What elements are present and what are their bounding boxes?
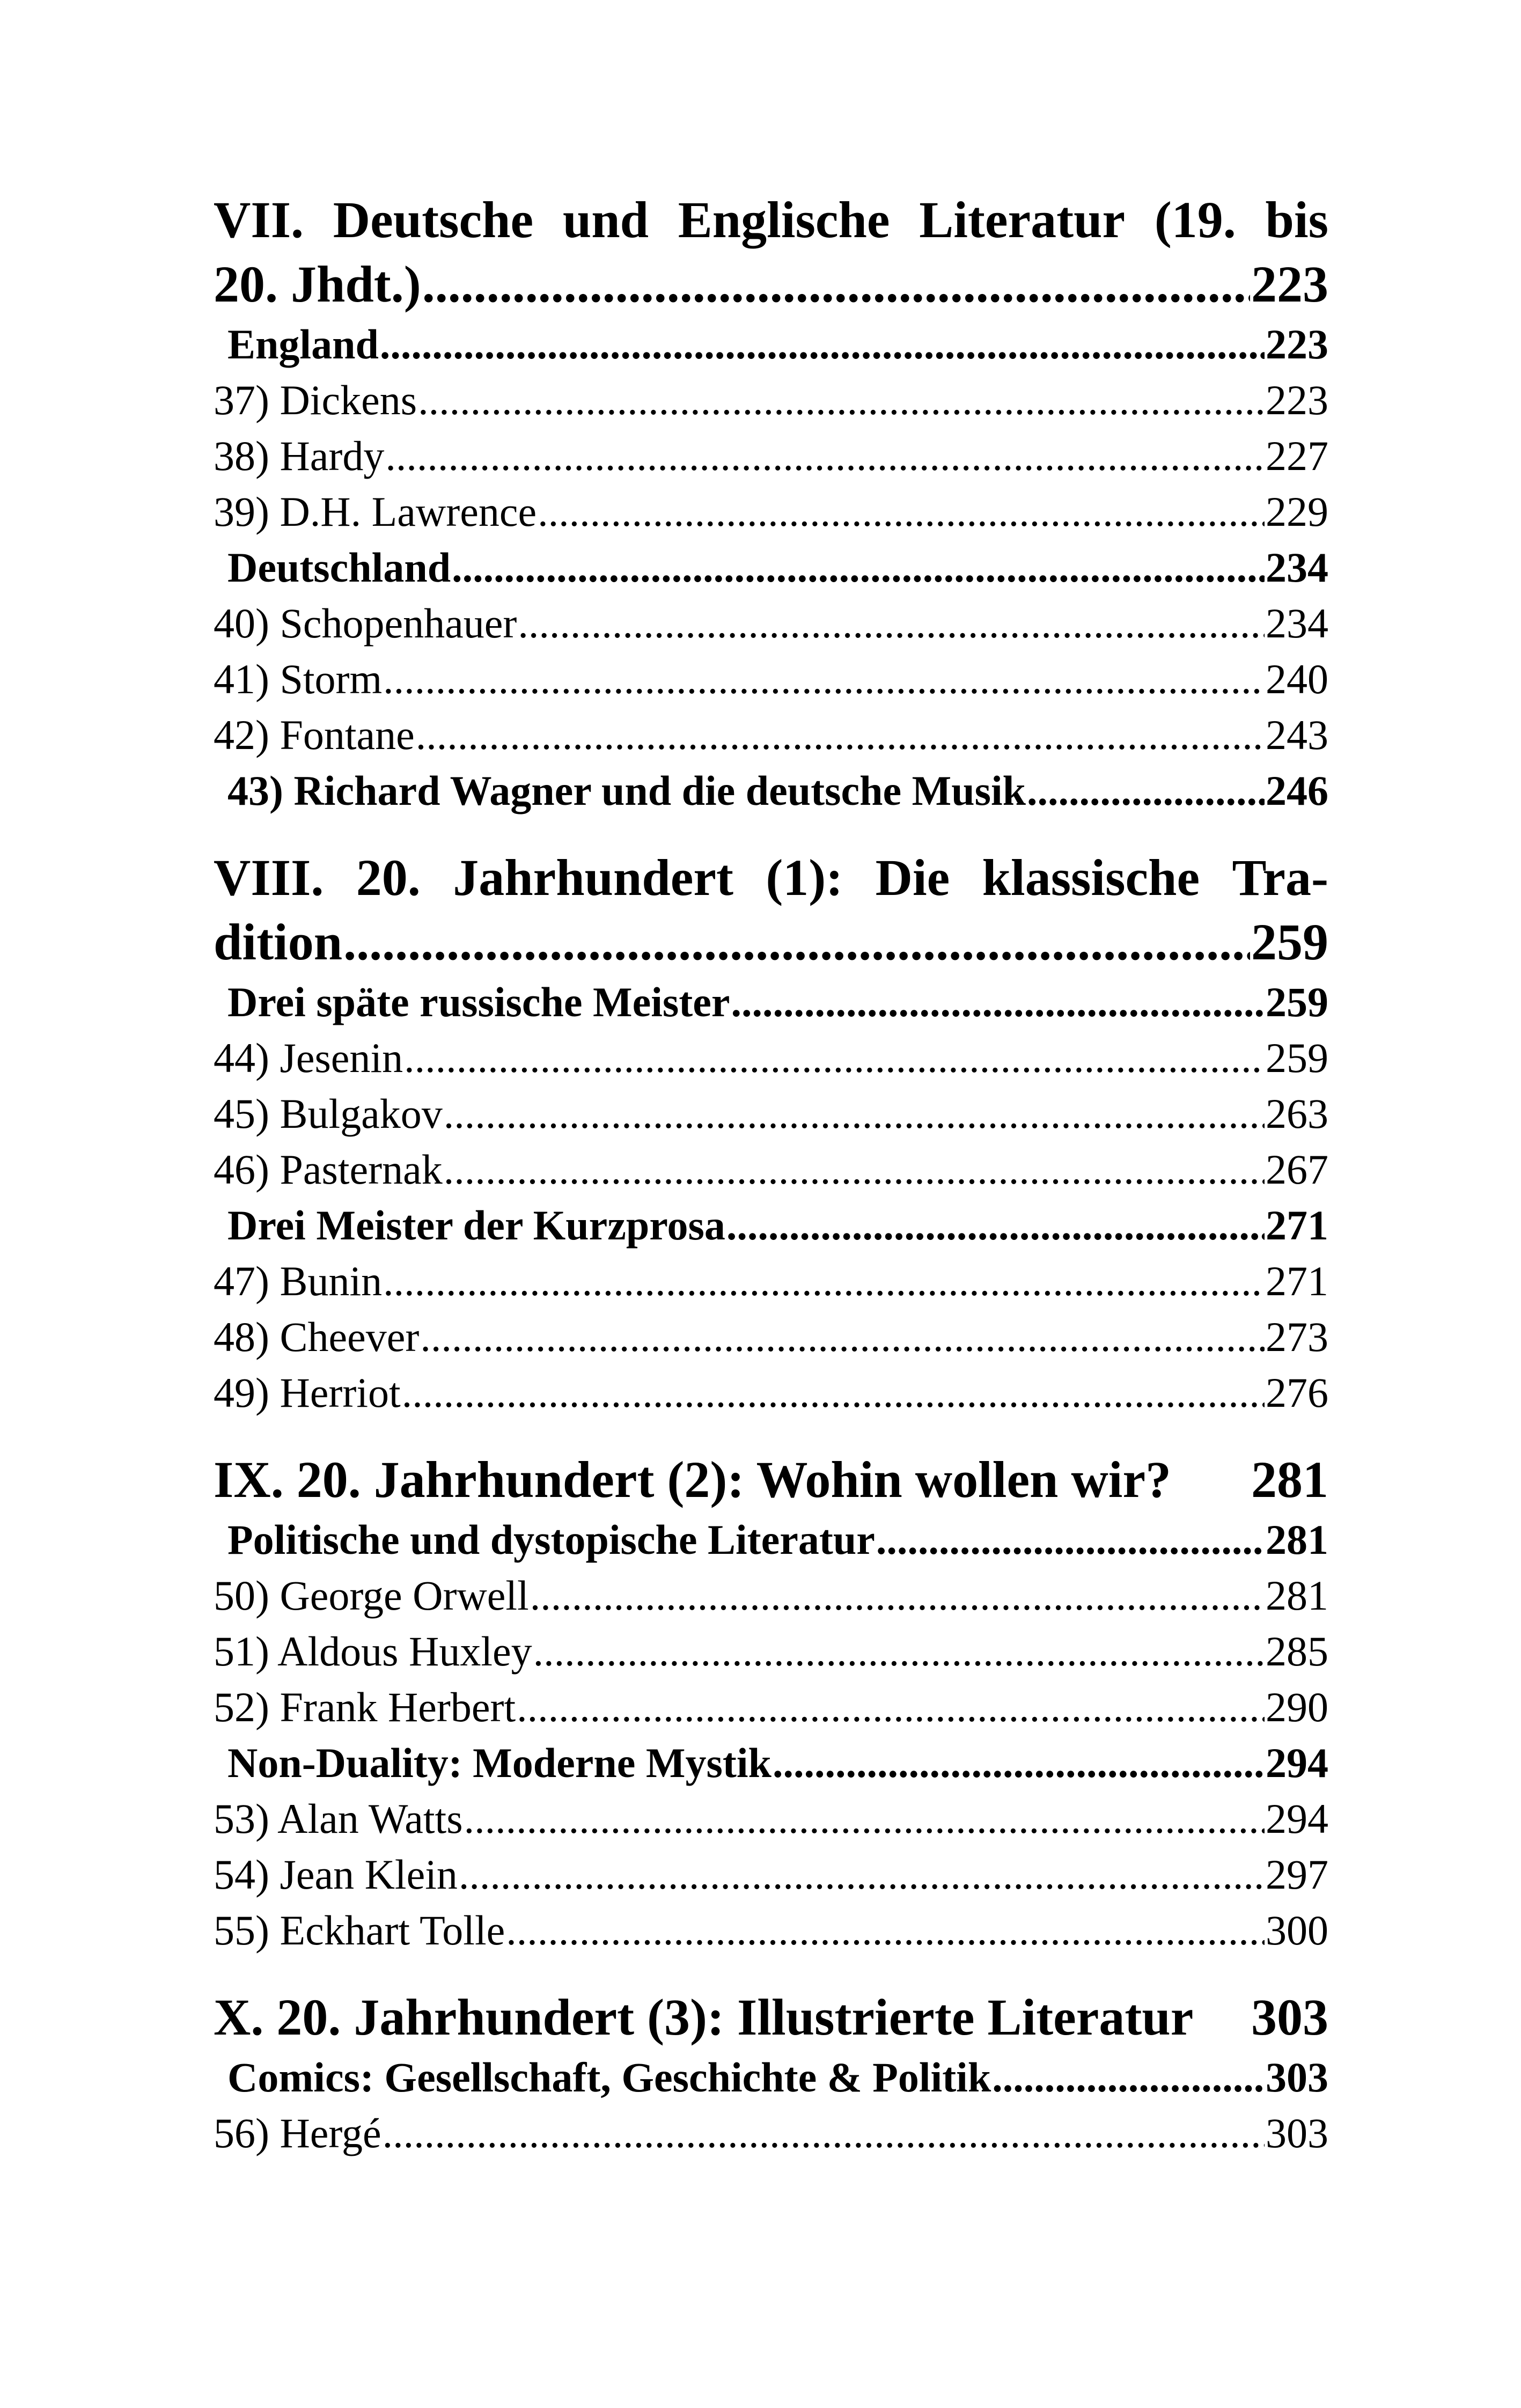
toc-entry <box>214 1903 1328 1958</box>
section-title: Comics: Gesellschaft, Geschichte & Politik <box>227 2054 991 2101</box>
section-title: Drei Meister der Kurzprosa <box>227 1202 725 1249</box>
dot-leader <box>383 2105 1265 2161</box>
page-number: 234 <box>1266 544 1328 591</box>
page-number: 300 <box>1266 1907 1328 1954</box>
page-number: 303 <box>1251 1988 1328 2046</box>
section-heading <box>214 540 1328 596</box>
chapter-title-line-2 <box>214 910 1328 974</box>
page-number: 229 <box>1266 488 1328 535</box>
dot-leader <box>416 707 1265 763</box>
entry-title: 42) Fontane <box>214 711 415 758</box>
section-heading <box>214 974 1328 1030</box>
page-number: 223 <box>1266 321 1328 368</box>
page-number: 276 <box>1266 1369 1328 1416</box>
dot-leader <box>380 317 1265 372</box>
entry-title: 40) Schopenhauer <box>214 600 517 647</box>
chapter-title-line-1 <box>214 188 1328 252</box>
page-number: 294 <box>1266 1739 1328 1786</box>
chapter-title-word: und <box>562 191 649 248</box>
chapter-title-line-1 <box>214 1448 1328 1512</box>
section-heading <box>214 2050 1328 2105</box>
chapter-title-word: Englische <box>678 191 890 248</box>
chapter-heading <box>214 846 1328 974</box>
toc-entry <box>214 1568 1328 1624</box>
chapter-title-word: Die <box>875 849 950 906</box>
toc-entry <box>214 372 1328 428</box>
page-number: 267 <box>1266 1146 1328 1193</box>
dot-leader <box>383 1253 1265 1309</box>
page-number: 290 <box>1266 1684 1328 1730</box>
entry-title: 50) George Orwell <box>214 1572 529 1619</box>
page-number: 271 <box>1266 1258 1328 1304</box>
toc-entry <box>214 1253 1328 1309</box>
entry-title: 56) Hergé <box>214 2110 381 2156</box>
page-number: 285 <box>1266 1628 1328 1675</box>
chapter-title-line-2 <box>214 252 1328 317</box>
dot-leader <box>992 2050 1265 2105</box>
section-heading <box>214 1512 1328 1568</box>
dot-leader <box>444 1086 1265 1142</box>
page-number: 281 <box>1266 1516 1328 1563</box>
entry-title: 37) Dickens <box>214 377 417 423</box>
section-title: Non-Duality: Moderne Mystik <box>227 1739 771 1786</box>
section-title: Drei späte russische Meister <box>227 979 730 1025</box>
chapter-heading <box>214 1985 1328 2050</box>
page-number: 243 <box>1266 711 1328 758</box>
entry-title: 49) Herriot <box>214 1369 401 1416</box>
toc-entry <box>214 1309 1328 1365</box>
page-number: 259 <box>1251 913 1328 971</box>
dot-leader <box>533 1624 1265 1679</box>
entry-title: 41) Storm <box>214 656 383 702</box>
entry-title: 52) Frank Herbert <box>214 1684 516 1730</box>
section-heading <box>214 1735 1328 1791</box>
chapter-heading <box>214 1448 1328 1512</box>
chapter-heading <box>214 188 1328 317</box>
chapter-title-line-1 <box>214 1985 1328 2050</box>
chapter-title-word: klassische <box>982 849 1200 906</box>
dot-leader <box>420 1309 1265 1365</box>
chapter-title-word: (19. <box>1154 191 1236 248</box>
dot-leader <box>731 974 1265 1030</box>
toc-entry <box>214 1030 1328 1086</box>
chapter-title-line-1 <box>214 846 1328 910</box>
toc-entry <box>214 428 1328 484</box>
dot-leader <box>726 1198 1265 1253</box>
dot-leader <box>459 1847 1265 1903</box>
entry-title: 51) Aldous Huxley <box>214 1628 532 1675</box>
page-number: 294 <box>1266 1795 1328 1842</box>
toc-entry <box>214 707 1328 763</box>
chapter-title-word: 20. <box>356 849 421 906</box>
dot-leader <box>402 1365 1265 1421</box>
section-heading <box>214 317 1328 372</box>
section-title: England <box>227 321 379 368</box>
dot-leader <box>518 596 1265 651</box>
dot-leader <box>538 484 1265 540</box>
entry-title: 39) D.H. Lawrence <box>214 488 537 535</box>
page-number: 303 <box>1266 2054 1328 2101</box>
toc-entry <box>214 1624 1328 1679</box>
page-number: 271 <box>1266 1202 1328 1249</box>
toc-entry <box>214 1142 1328 1198</box>
chapter-title-text: X. 20. Jahrhundert (3): Illustrierte Literatur <box>214 1988 1194 2046</box>
dot-leader <box>418 372 1265 428</box>
toc-entry <box>214 1679 1328 1735</box>
page-number: 223 <box>1266 377 1328 423</box>
page-number: 259 <box>1266 1034 1328 1081</box>
entry-title: 38) Hardy <box>214 432 385 479</box>
page-number: 223 <box>1251 255 1328 313</box>
dot-leader <box>444 1142 1265 1198</box>
dot-leader <box>506 1903 1265 1958</box>
dot-leader <box>383 651 1265 707</box>
dot-leader <box>530 1568 1265 1624</box>
page-number: 297 <box>1266 1851 1328 1898</box>
dot-leader <box>517 1679 1265 1735</box>
dot-leader <box>385 428 1265 484</box>
entry-title: 55) Eckhart Tolle <box>214 1907 505 1954</box>
section-heading <box>214 1198 1328 1253</box>
dot-leader <box>464 1791 1265 1847</box>
page-number: 227 <box>1266 432 1328 479</box>
entry-title: 45) Bulgakov <box>214 1090 443 1137</box>
page-number: 303 <box>1266 2110 1328 2156</box>
chapter-title-text: dition <box>214 913 343 971</box>
toc-entry <box>214 596 1328 651</box>
chapter-title-word: VII. <box>214 191 304 248</box>
page-number: 259 <box>1266 979 1328 1025</box>
section-heading <box>214 763 1328 819</box>
chapter-title-word: Jahrhundert <box>453 849 733 906</box>
section-title: Politische und dystopische Literatur <box>227 1516 875 1563</box>
entry-title: 44) Jesenin <box>214 1034 403 1081</box>
toc-entry <box>214 651 1328 707</box>
toc-entry <box>214 1086 1328 1142</box>
chapter-title-text: IX. 20. Jahrhundert (2): Wohin wollen wir? <box>214 1451 1172 1508</box>
toc-entry <box>214 484 1328 540</box>
page-number: 281 <box>1266 1572 1328 1619</box>
dot-leader <box>773 1735 1265 1791</box>
chapter-title-text: 20. Jhdt.) <box>214 255 421 313</box>
dot-leader <box>452 540 1265 596</box>
toc-entry <box>214 1791 1328 1847</box>
dot-leader <box>1027 763 1265 819</box>
dot-leader <box>876 1512 1265 1568</box>
entry-title: 54) Jean Klein <box>214 1851 458 1898</box>
entry-title: 46) Pasternak <box>214 1146 443 1193</box>
section-title: Deutschland <box>227 544 451 591</box>
chapter-title-word: Literatur <box>919 191 1126 248</box>
chapter-title-word: Deutsche <box>333 191 534 248</box>
toc-entry <box>214 1847 1328 1903</box>
entry-title: 47) Bunin <box>214 1258 383 1304</box>
toc-entry <box>214 1365 1328 1421</box>
chapter-title-word: Tra- <box>1232 849 1328 906</box>
entry-title: 53) Alan Watts <box>214 1795 463 1842</box>
chapter-title-word: (1): <box>766 849 843 906</box>
table-of-contents <box>214 188 1328 2161</box>
chapter-title-word: VIII. <box>214 849 324 906</box>
dot-leader <box>343 910 1250 974</box>
page-number: 234 <box>1266 600 1328 647</box>
entry-title: 48) Cheever <box>214 1313 420 1360</box>
page-number: 281 <box>1251 1451 1328 1508</box>
page-number: 246 <box>1266 767 1328 814</box>
page-number: 273 <box>1266 1313 1328 1360</box>
page-number: 263 <box>1266 1090 1328 1137</box>
section-title: 43) Richard Wagner und die deutsche Musik <box>227 767 1026 814</box>
chapter-title-word: bis <box>1265 191 1328 248</box>
dot-leader <box>422 252 1250 317</box>
dot-leader <box>404 1030 1265 1086</box>
toc-entry <box>214 2105 1328 2161</box>
page-number: 240 <box>1266 656 1328 702</box>
